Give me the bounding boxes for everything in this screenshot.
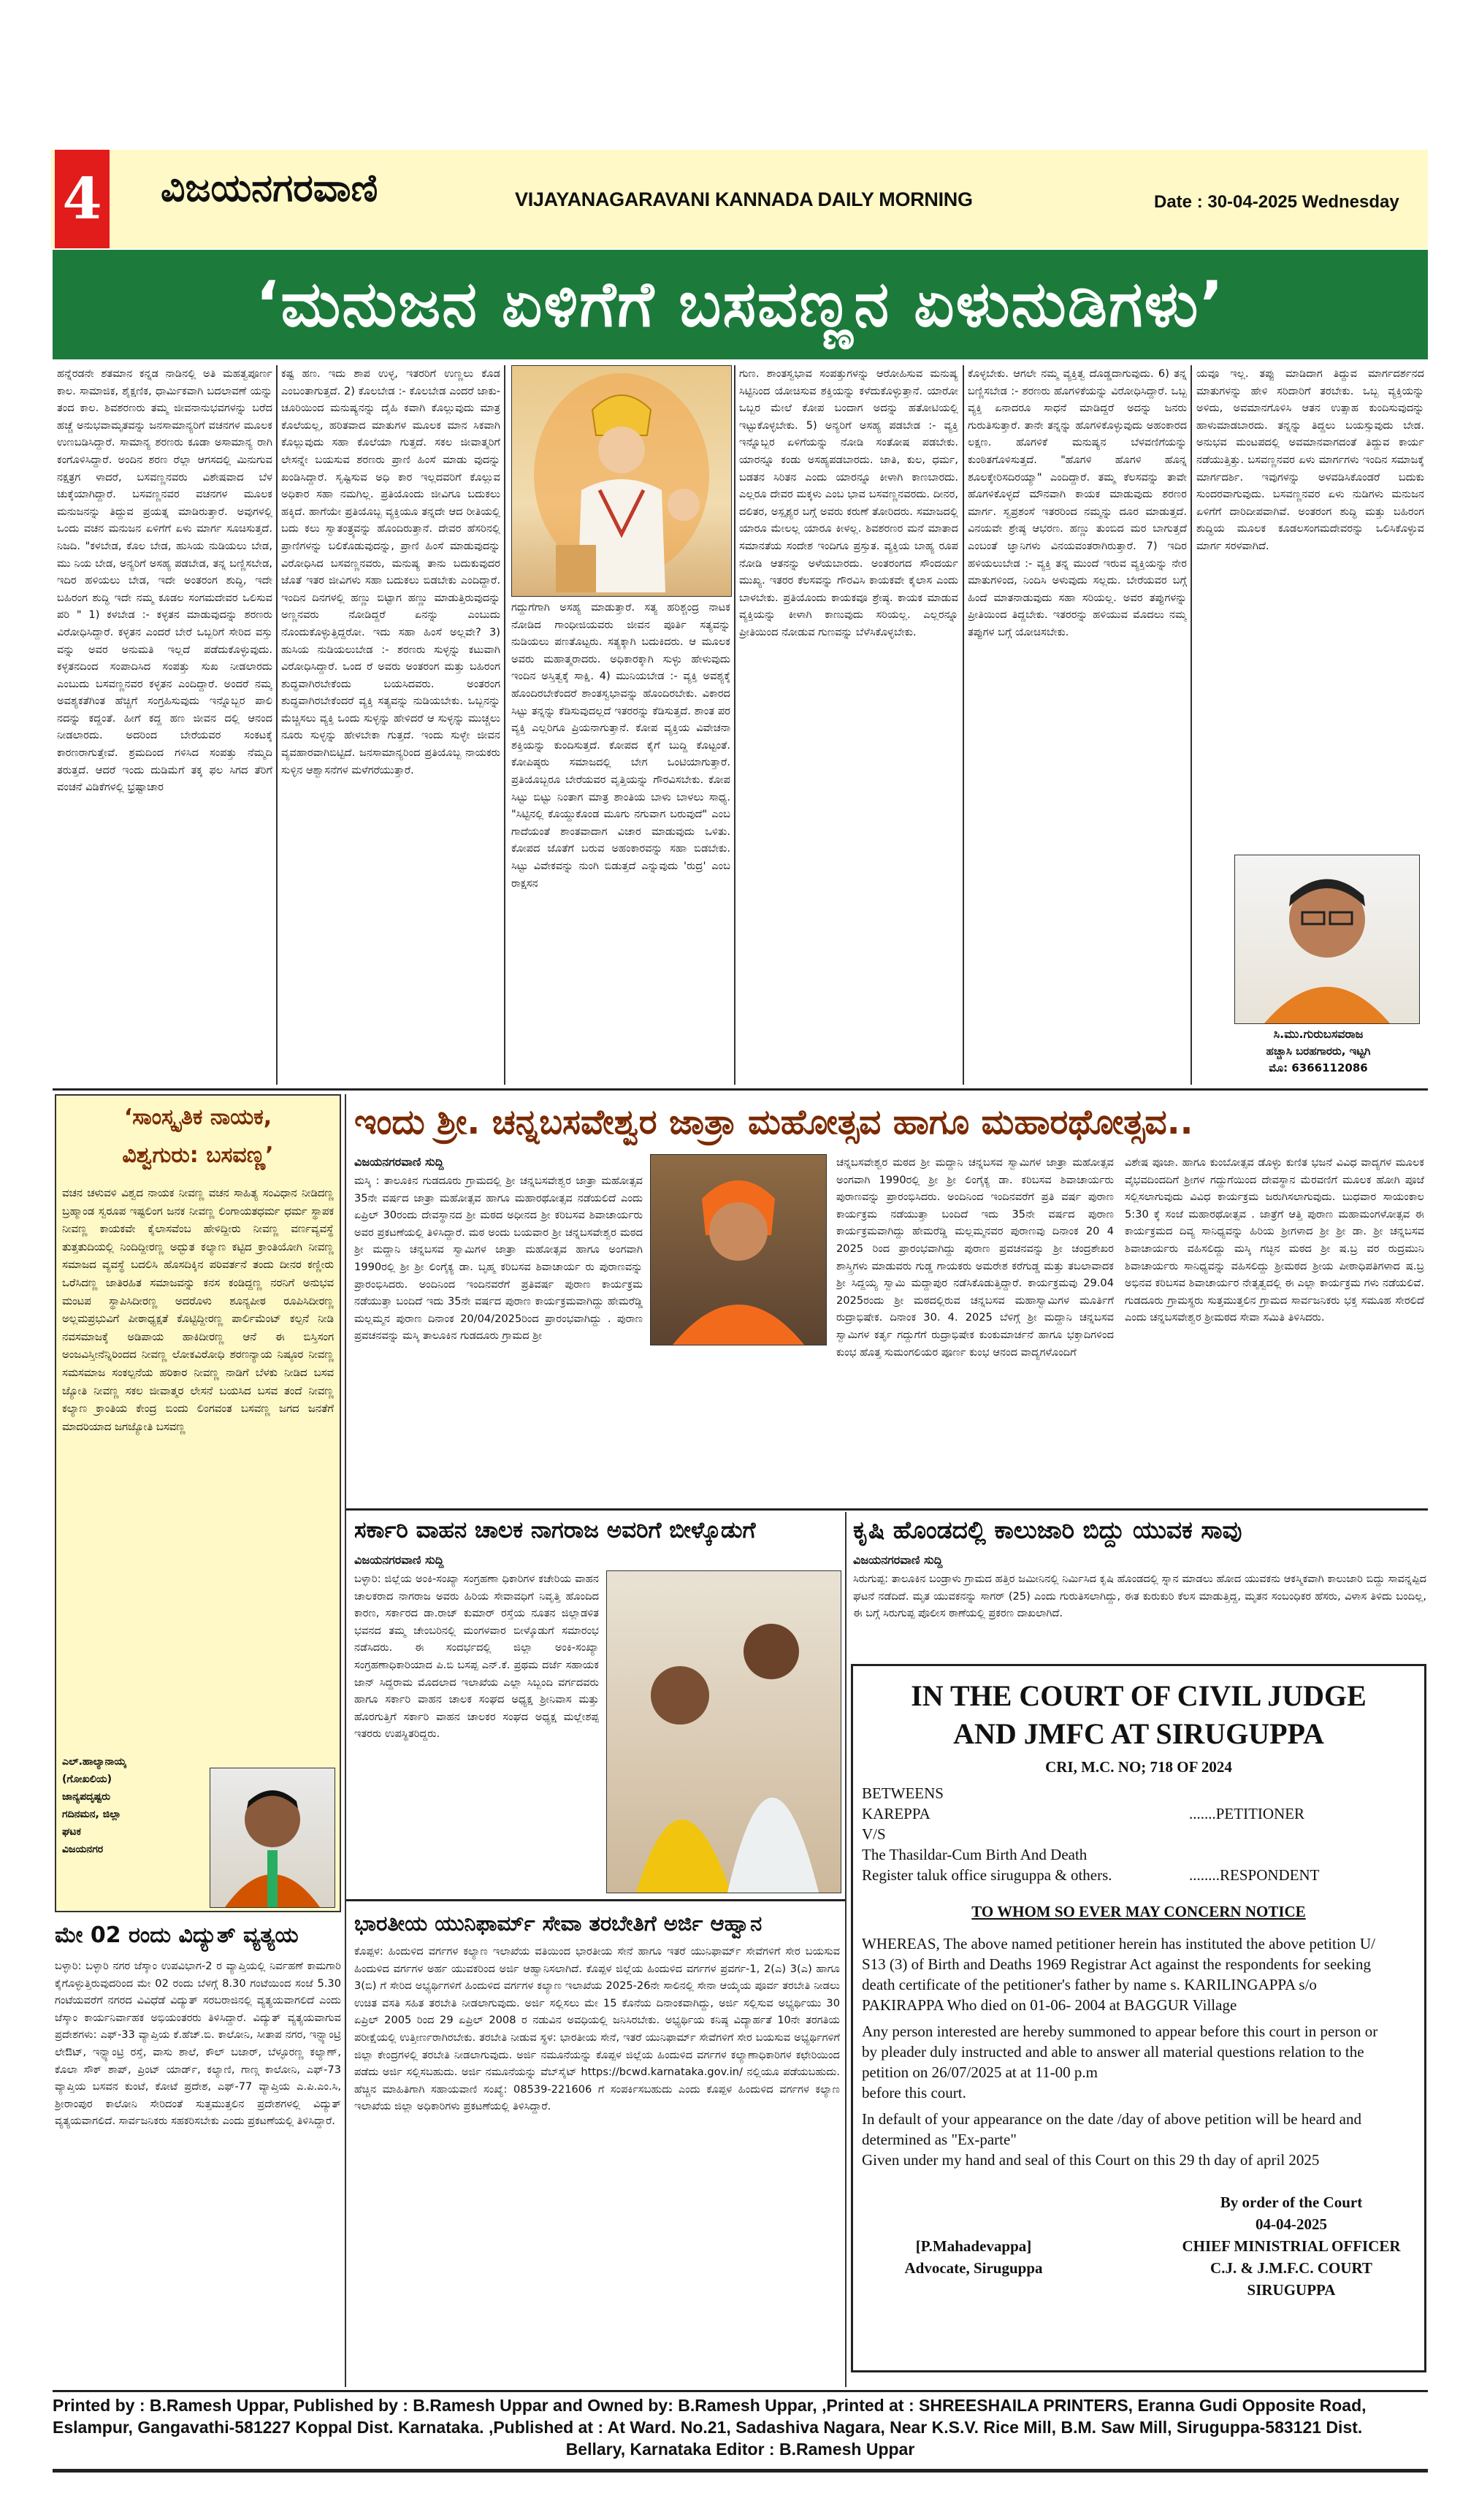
author-name: ಸಿ.ಮು.ಗುರುಬಸವರಾಜ (1273, 1027, 1364, 1041)
court-officer: C.J. & J.M.F.C. COURT (1210, 2259, 1372, 2277)
krishi-body: ಸಿರುಗುಪ್ಪ: ತಾಲೂಕಿನ ಬಂಡ್ರಾಳು ಗ್ರಾಮದ ಹತ್ತಿರ ಜಮೀನಿನಲ್ಲಿ ನಿರ್ಮಿಸಿದ ಕೃಷಿ ಹೊಂಡದಲ್ಲಿ ಸ್ನಾನ ಮಾಡಲು ಹೋದ ಯುವಕನು ಆಕಸ್ಮಿಕವಾಗಿ ಕಾಲುಜಾರಿ ಬಿದ್ದು ಸಾವನ್ನಪ್ಪಿದ ಘಟನೆ ನಡೆದಿದೆ. ಮೃತ ಯುವಕನನ್ನು ಸಾಗರ್ (25) ಎಂದು ಗುರುತಿಸಲಾಗಿದ್ದು, ಈತ ಕುರುಕುರಿ ಕೆಲಸ ಮಾಡುತ್ತಿದ್ದ, ಮೃತನ ಸಂಬಂಧಿಕರ ಹೆಸರು, ವಿಳಾಸ ತಿಳಿದು ಬಂದಿಲ್ಲ, ಈ ಬಗ್ಗೆ ಸಿರುಗುಪ್ಪ ಪೊಲೀಸ ಠಾಣೆಯಲ್ಲಿ ಪ್ರಕರಣ ದಾಖಲಾಗಿದೆ. (853, 1573, 1426, 1620)
poet-name: ಎಲ್.ಹಾಲ್ಯಾನಾಯ್ಕ (62, 1756, 126, 1768)
court-respondent-label: ........RESPONDENT (1189, 1866, 1320, 1884)
court-paragraph-line: before this court. (862, 2084, 966, 2101)
driver-dateline: ವಿಜಯನಗರವಾಣಿ ಸುದ್ದಿ (354, 1553, 444, 1567)
jatra-column-1: ಮಸ್ಕಿ : ತಾಲೂಕಿನ ಗುಡದೂರು ಗ್ರಾಮದಲ್ಲಿ ಶ್ರೀ ಚನ್ನಬಸವೇಶ್ವರ ಜಾತ್ರಾ ಮಹೋತ್ಸವ 35ನೇ ವರ್ಷದ ಜಾತ್ರಾ ಮಹೋತ್ಸವ ಹಾಗೂ ಮಹಾರಥೋತ್ಸವ ನಡೆಯಲಿದೆ ಎಂದು ಏಪ್ರಿಲ್ 30ರಂದು ದೇವಸ್ಥಾನದ ಶ್ರೀ ಮಠದ ಅಧೀನದ ಶ್ರೀ ಕರಿಬಸವ ಶಿವಾಚಾರ್ಯರು ಅವರ ಪ್ರಕಟಣೆಯಲ್ಲಿ ತಿಳಿಸಿದ್ದಾರೆ. ಮಠ ಅಂದು ಬಯವಾರ ಶ್ರೀ ಚನ್ನಬಸವೇಶ್ವರ ಮಠದ ಶ್ರೀ ಮದ್ದಾನಿ ಚನ್ನಬಸವ ಸ್ವಾಮಿಗಳ ಜಾತ್ರಾ ಮಹೋತ್ಸವ ಹಾಗೂ ಅಂಗವಾಗಿ 1990ರಲ್ಲಿ ಶ್ರೀ ಶ್ರೀ ಲಿಂಗೈಕ್ಯ ಡಾ. ಬೃಹ್ಮ ಕರಿಬಸವ ಶಿವಾಚಾರ್ಯ ರು ಪುರಾಣವನ್ನು ಪ್ರಾರಂಭಿಸಿದರು. ಅಂದಿನಿಂದ ಇಂದಿನವರೆಗೆ ಪ್ರತಿವರ್ಷ ಪುರಾಣ ಕಾರ್ಯಕ್ರಮ ನಡೆಯುತ್ತಾ ಬಂದಿದೆ ಇದು 35ನೇ ವರ್ಷದ ಪುರಾಣ ಕಾರ್ಯಕ್ರಮವಾಗಿದ್ದು ಹೇಮರೆಡ್ಡಿ ಮಲ್ಲಮ್ಮನ ಪುರಾಣ ದಿನಾಂಕ 20/04/2025ರಿಂದ ಪ್ರಾರಂಭವಾಗಿದ್ದು . ಪುರಾಣ ಪ್ರವಚನವನ್ನು ಮಸ್ಕಿ ತಾಲೂಕಿನ ಗುಡದೂರು ಗ್ರಾಮದ ಶ್ರೀ (354, 1175, 643, 1343)
section-divider (346, 1508, 1428, 1511)
farewell-photo (606, 1570, 841, 1893)
masthead-kannada-title: ವಿಜಯನಗರವಾಣಿ (161, 167, 378, 210)
section-divider (346, 1899, 845, 1901)
basavanna-figure-icon (512, 366, 731, 596)
imprint (53, 2394, 1428, 2460)
column-rule (734, 365, 735, 1085)
uniform-body: ಕೊಪ್ಪಳ: ಹಿಂದುಳಿದ ವರ್ಗಗಳ ಕಲ್ಯಾಣ ಇಲಾಖೆಯ ವತಿಯಿಂದ ಭಾರತೀಯ ಸೇನೆ ಹಾಗೂ ಇತರೆ ಯುನಿಫಾರ್ಮ್ ಸೇವೆಗಳಿಗೆ ಸೇರ ಬಯಸುವ ಹಿಂದುಳಿದ ವರ್ಗಗಳ ಅರ್ಹ ಯುವಕರಿಂದ ಅರ್ಜಿ ಆಹ್ವಾನಿಸಲಾಗಿದೆ. ಕೊಪ್ಪಳ ಜಿಲ್ಲೆಯ ಹಿಂದುಳಿದ ವರ್ಗಗಳ ಪ್ರವರ್ಗ-1, 2(ಎ) 3(ಎ) ಹಾಗೂ 3(ಬಿ) ಗೆ ಸೇರಿದ ಅಭ್ಯರ್ಥಿಗಳಿಗೆ ಹಿಂದುಳಿದ ವರ್ಗಗಳ ಕಲ್ಯಾಣ ಇಲಾಖೆಯ 2025-26ನೇ ಸಾಲಿನಲ್ಲಿ ಸೇನಾ ಆಯ್ಕೆಯ ಪೂರ್ವ ತರಬೇತಿ ನೀಡಲು ಉಚಿತ ವಸತಿ ಸಹಿತ ತರಬೇತಿ ನೀಡಲಾಗುವುದು. ಅರ್ಜಿ ಸಲ್ಲಿಸಲು ಮೇ 15 ಕೊನೆಯ ದಿನಾಂಕವಾಗಿದ್ದು, ಅರ್ಜಿ ಸಲ್ಲಿಸುವ ಅಭ್ಯರ್ಥಿಯು 30 ಏಪ್ರಿಲ್ 2005 ರಿಂದ 29 ಏಪ್ರಿಲ್ 2008 ರ ನಡುವಿನ ಅವಧಿಯಲ್ಲಿ ಜನಿಸಿರಬೇಕು. ಅಭ್ಯರ್ಥಿಯ ಕನಿಷ್ಠ ವಿದ್ಯಾರ್ಹತೆ 10ನೇ ತರಗತಿಯ ಪರೀಕ್ಷೆಯಲ್ಲಿ ಉತ್ತೀರ್ಣರಾಗಿರಬೇಕು. ತರಬೇತಿ ನೀಡುವ ಸ್ಥಳ: ಭಾರತೀಯ ಸೇನೆ, ಇತರೆ ಯುನಿಫಾರ್ಮ್ ಸೇವೆಗಳಿಗೆ ಸೇರ ಬಯಸುವ ಅಭ್ಯರ್ಥಿಗಳಿಗೆ ಜಿಲ್ಲಾ ಕೇಂದ್ರಗಳಲ್ಲಿ ತರಬೇತಿ ನೀಡಲಾಗುವುದು. ಅರ್ಜಿ ನಮೂನೆಯನ್ನು ಕೊಪ್ಪಳ ಜಿಲ್ಲೆಯ ಹಿಂದುಳಿದ ವರ್ಗಗಳ ಕಲ್ಯಾಣಾಧಿಕಾರಿಗಳ ಕಛೇರಿಯಿಂದ ಪಡೆದು ಅರ್ಜಿ ಸಲ್ಲಿಸಬಹುದು. ಅರ್ಜಿ ನಮೂನೆಯನ್ನು ವೆಬ್‌ಸೈಟ್ https://bcwd.karnataka.gov.in/ ನಲ್ಲಿಯೂ ಪಡೆಯಬಹುದು. ಹೆಚ್ಚಿನ ಮಾಹಿತಿಗಾಗಿ ಸಹಾಯವಾಣಿ ಸಂಖ್ಯೆ: 08539-221606 ಗೆ ಸಂಪರ್ಕಿಸಬಹುದು ಎಂದು ಕೊಪ್ಪಳ ಹಿಂದುಳಿದ ವರ್ಗಗಳ ಕಲ್ಯಾಣ ಇಲಾಖೆಯ ಜಿಲ್ಲಾ ಅಧಿಕಾರಿಗಳು ಪ್ರಕಟಣೆಯಲ್ಲಿ ತಿಳಿಸಿದ್ದಾರೆ. (354, 1945, 840, 2113)
krishi-headline: ಕೃಷಿ ಹೊಂಡದಲ್ಲಿ ಕಾಲುಜಾರಿ ಬಿದ್ದು ಯುವಕ ಸಾವು (853, 1516, 1242, 1544)
column-rule (845, 1512, 846, 2387)
poem-title-line1: ‘ಸಾಂಸ್ಕೃತಿಕ ನಾಯಕ, (123, 1104, 272, 1130)
lead-column-6: ಯವೂ ಇಲ್ಲ. ತಪ್ಪು ಮಾಡಿದಾಗ ತಿದ್ದುವ ಮಾರ್ಗದರ್ಶನದ ಮಾತುಗಳನ್ನು ಹೇಳಿ ಸರಿದಾರಿಗೆ ತರಬೇಕು. ಒಬ್ಬ ವ್ಯಕ್ತಿಯನ್ನು ಅಳಿದು, ಅವಮಾನಗೊಳಿಸಿ ಆತನ ಉತ್ಸಾಹ ಕುಂದಿಸುವುದನ್ನು ಹಾಳುಮಾಡಬಾರದು. ತನ್ನನ್ನು ತಿದ್ದಲು ಬಯಸ್ಸುವುದು ಬೇಡ. ಅನುಭವ ಮಂಟಪದಲ್ಲಿ ಅವಮಾನವಾಗದಂತೆ ತಿದ್ದುವ ಕಾರ್ಯ ನಡೆಯುತ್ತಿತ್ತು. ಬಸವಣ್ಣನವರ ಏಳು ಮಾರ್ಗಗಳು ಇಂದಿನ ಸಮಾಜಕ್ಕೆ ಮಾರ್ಗದರ್ಶಿ. ಇವುಗಳನ್ನು ಅಳವಡಿಸಿಕೊಂಡರೆ ಬದುಕು ಸುಂದರವಾಗುವುದು. ಬಸವಣ್ಣನವರ ಏಳು ನುಡಿಗಳು ಮನುಜನ ಏಳಿಗೆಗೆ ದಾರಿದೀಪವಾಗಿವೆ. ಅಂತರಂಗ ಶುದ್ಧಿ ಮತ್ತು ಬಹಿರಂಗ ಶುದ್ಧಿಯ ಮೂಲಕ ಕೂಡಲಸಂಗಮದೇವರನ್ನು ಒಲಿಸಿಕೊಳ್ಳುವ ಮಾರ್ಗ ಸರಳವಾಗಿದೆ. (1196, 367, 1424, 552)
court-paragraph-line: Any person interested are hereby summoned to appear before this court in person or (862, 2023, 1378, 2040)
court-notice-heading: TO WHOM SO EVER MAY CONCERN NOTICE (971, 1903, 1306, 1920)
power-body: ಬಳ್ಳಾರಿ: ಬಳ್ಳಾರಿ ನಗರ ಜೆಸ್ಕಾಂ ಉಪವಿಭಾಗ-2 ರ ವ್ಯಾಪ್ತಿಯಲ್ಲಿ ನಿರ್ವಹಣೆ ಕಾಮಗಾರಿ ಕೈಗೊಳ್ಳುತ್ತಿರುವುದರಿಂದ ಮೇ 02 ರಂದು ಬೆಳಗ್ಗೆ 8.30 ಗಂಟೆಯಿಂದ ಸಂಜೆ 5.30 ಗಂಟೆಯವರೆಗೆ ನಗರದ ವಿವಿಧೆಡೆ ವಿದ್ಯುತ್ ಸರಬರಾಜಿನಲ್ಲಿ ವ್ಯತ್ಯಯವಾಗಲಿದೆ ಎಂದು ಜೆಸ್ಕಾಂ ಕಾರ್ಯನಿರ್ವಾಹಕ ಅಭಿಯಂತರರು ತಿಳಿಸಿದ್ದಾರೆ. ವಿದ್ಯುತ್ ವ್ಯತ್ಯಯವಾಗುವ ಪ್ರದೇಶಗಳು: ಎಫ್-33 ವ್ಯಾಪ್ತಿಯ ಕೆ.ಹೆಚ್.ಬಿ. ಕಾಲೋನಿ, ಸೀತಾಪ ನಗರ, ಇನ್ಫ್ಯಾಂಟ್ರಿ ಲೇಔಟ್, ಇನ್ಫ್ಯಾಂಟ್ರಿ ರಸ್ತೆ, ವಾಸು ಶಾಲೆ, ಕೌಲ್ ಬಜಾರ್, ಬೆಳ್ಳೂರಣ್ಣ ಕಲ್ಯಾಣ್, ಕೊಲಾ ಸೌಕ್ ಶಾಪ್, ಪ್ರಿಂಟ್ ಯಾರ್ಡ್, ಕಲ್ಯಾಣಿ, ಗಾಣ್ಗ ಕಾಲೋನಿ, ಎಫ್-73 ವ್ಯಾಪ್ತಿಯ ಬಸವನ ಕುಂಟೆ, ಕೋಟೆ ಪ್ರದೇಶ, ಎಫ್-77 ವ್ಯಾಪ್ತಿಯ ಎ.ಪಿ.ಎಂ.ಸಿ, ಶ್ರೀರಾಂಪುರ ಕಾಲೋನಿ ಸೇರಿದಂತೆ ಸುತ್ತಮುತ್ತಲಿನ ಪ್ರದೇಶಗಳಲ್ಲಿ ವಿದ್ಯುತ್ ವ್ಯತ್ಯಯವಾಗಲಿದೆ. ಸಾರ್ವಜನಿಕರು ಸಹಕರಿಸಬೇಕು ಎಂದು ಪ್ರಕಟಣೆಯಲ್ಲಿ ತಿಳಿಸಿದ್ದಾರೆ. (55, 1960, 341, 2128)
jatra-column-3: ವಿಶೇಷ ಪೂಜಾ. ಹಾಗೂ ಕುಂಬೋತ್ಸವ ಡೊಳ್ಳು ಕುಣಿತ ಭಜನೆ ವಿವಿಧ ವಾದ್ಯಗಳ ಮೂಲಕ ವೈಭವದಿಂದದಿಗೆ ಶ್ರೀಗಳ ಗದ್ದುಗೆಯಿಂದ ದೇವಸ್ಥಾನ ಮೆರವಣಿಗೆ ಮೂಲಕ ಹೋಗಿ ಪೂಜೆ ಸಲ್ಲಿಸಲಾಗುವುದು ವಿವಿಧ ಕಾರ್ಯಕ್ರಮ ಜರುಗಿಸಲಾಗುವುದು. ಬುಧವಾರ ಸಾಯಂಕಾಲ 5:30 ಕ್ಕೆ ಸಂಜೆ ಮಹಾರಥೋತ್ಸವ . ಜಾತ್ರೆಗೆ ಆತ್ತಿ ಪುರಾಣ ಮಹಾಮಂಗಳೋತ್ಸವ ಈ ಕಾರ್ಯಕ್ರಮದ ದಿವ್ಯ ಸಾನಿಧ್ಯವನ್ನು ಹಿರಿಯ ಶ್ರೀಗಳಾದ ಶ್ರೀ ಶ್ರೀ ಡಾ. ಶ್ರೀ ಚನ್ನಬಸವ ಶಿವಾಚಾರ್ಯರು ವಹಿಸಲಿದ್ದು ಮಸ್ಕಿ ಗಚ್ಛಿನ ಮಠದ ಶ್ರೀ ಷ.ಬ್ರ ವರ ರುದ್ರಮುನಿ ಶಿವಾಚಾರ್ಯರು ಸಾನಿಧ್ಯವನ್ನು ವಹಿಸಲಿದ್ದು ಶ್ರೀಮಠದ ಶ್ರೀಯ ಪೀಠಾಧಿಪತಿಗಳಾದ ಷ.ಬ್ರ ಅಭಿನವ ಕರಿಬಸವ ಶಿವಾಚಾರ್ಯರ ನೇತೃತ್ವದಲ್ಲಿ ಈ ಎಲ್ಲಾ ಕಾರ್ಯಕ್ರಮ ಗಳು ನಡೆಯಲಿವೆ. ಗುಡದೂರು ಗ್ರಾಮಸ್ಥರು ಸುತ್ತಮುತ್ತಲಿನ ಗ್ರಾಮದ ಸಾರ್ವಜನಿಕರು ಭಕ್ತ ಸಮೂಹ ಸೇರಲಿದೆ ಎಂದು ಚನ್ನಬಸವೇಶ್ವರ ಶ್ರೀಮಠದ ಸೇವಾ ಸಮಿತಿ ತಿಳಿಸಿದರು. (1125, 1156, 1424, 1324)
poem-body: ವಚನ ಚಳುವಳಿ ವಿಶ್ವದ ನಾಯಕ ನೀವಣ್ಣ ವಚನ ಸಾಹಿತ್ಯ ಸಂವಿಧಾನ ನೀಡಿದಣ್ಣ ಬ್ರಹ್ಮಾಂಡ ಸ್ವರೂಪ ಇಷ್ಟಲಿಂಗ ಜನಕ ನೀವಣ್ಣ ಲಿಂಗಾಯತಧರ್ಮ ಧರ್ಮ ಸ್ಥಾಪಕ ನೀವಣ್ಣ ಕಾಯಕವೇ ಕೈಲಾಸವೆಂಬ ಹೇಳಿದ್ದೀರು ನೀವಣ್ಣ ವರ್ಣವ್ಯವಸ್ಥೆ ತುತ್ತತುದಿಯಲ್ಲಿ ನಿಂದಿದ್ದೀರಣ್ಣ ಅದ್ಭುತ ಕಲ್ಯಾಣ ಕಟ್ಟಿದ ಕ್ರಾಂತಿಯೋಗಿ ನೀವಣ್ಣ ಸಮಾಜದ ವ್ಯವಸ್ಥೆ ಬದಲಿಸಿ ಹೊಸದಿಕ್ಕಿನ ಪರಿವರ್ತನೆ ತಂದು ದೀನರ ಕಣ್ಣೀರು ಒರೆಸಿದಣ್ಣ ಜಾತಿರಹಿತ ಸಮಾಜವನ್ನು ಕನಸ ಕಂಡಿದ್ದಣ್ಣ ನರನಿಗೆ ಅನುಭವ ಮಂಟಪ ಸ್ಥಾಪಿಸಿದೀರಣ್ಣ ಅದರೊಳು ಶೂನ್ಯಪೀಠ ರೂಪಿಸಿದೀರಣ್ಣ ಅಲ್ಲಮಪ್ರಭುವಿಗೆ ಪೀಠಾಧ್ಯಕ್ಷತೆ ಕೊಟ್ಟಿದ್ದೀರಣ್ಣ ಪಾರ್ಲಿಮೆಂಟ್ ಕಲ್ಪನೆ ನೀಡಿ ನವಸಮಾಜಕ್ಕೆ ಅಡಿಪಾಯ ಹಾಕಿದೀರಣ್ಣ ಆನೆ ಈ ಬಿಸ್ತಿಸಂಗ ಅಂಜವಿಸ್ತೀನೆನ್ನಿರಿಂದದ ನೀವಣ್ಣ ಲೋಕವಿರೋಧಿ ಶರಣನ್ಯಾಯ ನಿಷ್ಠೂರ ನೀವಣ್ಣ ಸಮಸಮಾಜ ಸಂಕಲ್ಪನೆಯ ಹರಿಕಾರ ನೀವಣ್ಣ ನಾಡಿಗೆ ಬೆಳಕು ನೀಡಿದ ಬಸವ ಜ್ಯೋತಿ ನೀವಣ್ಣ ಸಕಲ ಜೀವಾತ್ಮರ ಲೇಸನೆ ಬಯಸಿದ ಬಸವ ತಂದೆ ನೀವಣ್ಣ ಕಲ್ಯಾಣ ಕ್ರಾಂತಿಯ ಕೇಂದ್ರ ಬಿಂದು ಲಿಂಗವಂತ ಬಸವಣ್ಣ ಜಗದ ಜನತೆಗೆ ಮಾದರಿಯಾದ ಜಗಜ್ಯೋತಿ ಬಸವಣ್ಣ (62, 1187, 334, 1433)
krishi-dateline: ವಿಜಯನಗರವಾಣಿ ಸುದ್ದಿ (853, 1553, 943, 1567)
court-betweens: BETWEENS (862, 1784, 944, 1802)
court-paragraph-line: WHEREAS, The above named petitioner herein has instituted the above petition U/ (862, 1935, 1375, 1952)
author-phone: ಮೊ: 6366112086 (1269, 1061, 1368, 1074)
column-rule (345, 1094, 346, 2387)
court-title-line1: IN THE COURT OF CIVIL JUDGE (911, 1679, 1367, 1712)
section-divider (53, 1088, 1428, 1091)
court-paragraph-line: by pleader duly instructed and able to answer all material questions relation to the (862, 2043, 1364, 2061)
column-rule (276, 365, 278, 1085)
author-photo (1234, 855, 1420, 1024)
basavanna-illustration (511, 365, 732, 597)
swamiji-photo (650, 1154, 827, 1345)
court-officer: SIRUGUPPA (1247, 2281, 1336, 2299)
driver-headline: ಸರ್ಕಾರಿ ವಾಹನ ಚಾಲಕ ನಾಗರಾಜ ಅವರಿಗೆ ಬೀಳ್ಕೊಡುಗೆ (354, 1517, 756, 1543)
court-notice (851, 1664, 1426, 2372)
person-icon (1235, 855, 1419, 1023)
lead-column-3: ಗದ್ದುಗೆಗಾಗಿ ಅಸಹ್ಯ ಮಾಡುತ್ತಾರೆ. ಸತ್ಯ ಹರಿಶ್ಚಂದ್ರ ನಾಟಕ ನೋಡಿದ ಗಾಂಧೀಜಿಯವರು ಜೀವನ ಪೂರ್ತಿ ಸತ್ಯವನ್ನು ನುಡಿಯಲು ಪಣತೊಟ್ಟರು. ಸತ್ಯಕ್ಕಾಗಿ ಬದುಕಿದರು. ಆ ಮೂಲಕ ಅವರು ಮಹಾತ್ಮರಾದರು. ಅಧಿಕಾರಕ್ಕಾಗಿ ಸುಳ್ಳು ಹೇಳುವುದು ಇಂದಿನ ಅಸ್ತಿತ್ವಕ್ಕೆ ಸಾಕ್ಷಿ. 4) ಮುನಿಯಬೇಡ :- ವ್ಯಕ್ತಿ ಅವಶ್ಯಕ್ಕೆ ಹೊಂದಿರಬೇಕೆಂದರೆ ಶಾಂತಸ್ವಭಾವನ್ನು ಹೊಂದಿರಬೇಕು. ವಿಕಾರದ ಸಿಟ್ಟು ತನ್ನನ್ನು ಕೆಡಿಸುವುದಲ್ಲದೆ ಇತರರನ್ನು ಕೆಡಿಸುತ್ತದೆ. ಶಾಂತ ಪರ ವ್ಯಕ್ತಿ ಎಲ್ಲರಿಗೂ ಪ್ರಿಯನಾಗುತ್ತಾನೆ. ಕೋಪ ವ್ಯಕ್ತಿಯ ವಿವೇಚನಾ ಶಕ್ತಿಯನ್ನು ಕುಂದಿಸುತ್ತದೆ. ಕೋಪದ ಕೈಗೆ ಬುದ್ದಿ ಕೊಟ್ಟಂತೆ. ಕೋಪಿಷ್ಠರು ಸಮಾಜದಲ್ಲಿ ಬೇಗ ಒಂಟಿಯಾಗುತ್ತಾರೆ. ಪ್ರತಿಯೊಬ್ಬರೂ ಬೇರೆಯವರ ವೃತ್ತಿಯನ್ನು ಗೌರವಿಸಬೇಕು. ಕೋಪ ಸಿಟ್ಟು ಬಿಟ್ಟು ನಿಂತಾಗ ಮಾತ್ರ ಶಾಂತಿಯ ಬಾಳು ಬಾಳಲು ಸಾಧ್ಯ. "ಸಿಟ್ಟಿನಲ್ಲಿ ಕೊಯ್ದುಕೊಂಡ ಮೂಗು ನಗುವಾಗ ಬರುವುದೆ" ಎಂಬ ಗಾದೆಯಂತೆ ಶಾಂತವಾದಾಗ ವಿಚಾರ ಮಾಡುವುದು ಒಳಿತು. ಕೋಪದ ಜೊತೆಗೆ ಬರುವ ಅಹಂಕಾರವನ್ನು ಸಹಾ ಬಿಡಬೇಕು. ಸಿಟ್ಟು ವಿವೇಕವನ್ನು ನುಂಗಿ ಬಿಡುತ್ತದೆ ಎನ್ನುವುದು 'ರುದ್ರ' ಎಂಬ ರಾಕ್ಷಸನ (511, 601, 730, 890)
court-petitioner-label: .......PETITIONER (1189, 1805, 1305, 1822)
imprint-line: Eslampur, Gangavathi-581227 Koppal Dist. Karnataka. ,Published at : At Ward. No.21, Sadashiva Nagara, Near K.S.V. Rice Mill, B.M. Saw Mill, Siruguppa-583121 Dist. (53, 2418, 1363, 2437)
court-respondent-name: The Thasildar-Cum Birth And Death (862, 1846, 1088, 1863)
court-officer: CHIEF MINISTRIAL OFFICER (1182, 2237, 1401, 2255)
imprint-line: Bellary, Karnataka Editor : B.Ramesh Uppar (565, 2440, 915, 2459)
court-title-line2: AND JMFC AT SIRUGUPPA (953, 1717, 1324, 1750)
author-designation: ಹಚ್ಚಾಸಿ ಬರಹಗಾರರು, ಇಟ್ಟಗಿ (1266, 1045, 1371, 1058)
column-rule (1191, 365, 1192, 1085)
poet-detail: ಘಟಕ (62, 1826, 81, 1838)
footer-rule (53, 2469, 1428, 2473)
power-headline: ಮೇ 02 ರಂದು ವಿದ್ಯುತ್ ವ್ಯತ್ಯಯ (55, 1923, 299, 1948)
poet-details (62, 1753, 201, 1858)
people-icon (607, 1571, 841, 1893)
footer-rule (53, 2390, 1428, 2392)
poet-photo (210, 1768, 335, 1908)
court-order-date: 04-04-2025 (1256, 2215, 1327, 2233)
poem-title-line2: ವಿಶ್ವಗುರು: ಬಸವಣ್ಣ’ (122, 1142, 274, 1168)
advocate-title: Advocate, Siruguppa (904, 2259, 1043, 2277)
column-rule (963, 365, 964, 1085)
poet-detail: ಗದಿನಮನ, ಜಿಲ್ಲಾ (62, 1809, 121, 1820)
imprint-line: Printed by : B.Ramesh Uppar, Published by : B.Ramesh Uppar and Owned by: B.Ramesh Uppar, ,Printed at : SHREESHAILA PRINTERS, Eranna Gudi Opposite Road, (53, 2396, 1367, 2415)
court-order-by: By order of the Court (1220, 2193, 1363, 2211)
column-rule (504, 365, 505, 1085)
jatra-dateline: ವಿಜಯನಗರವಾಣಿ ಸುದ್ದಿ (354, 1155, 444, 1169)
lead-column-2: ಕಷ್ಟ ಹಣ. ಇದು ಶಾಪ ಉಳ್ಳ, ಇತರರಿಗೆ ಉಣ್ಣಲು ಕೊಡ ಎಂಬಂತಾಗುತ್ತದೆ. 2) ಕೊಲಬೇಡ :- ಕೊಲಬೇಡ ಎಂದರೆ ಜಾಕು-ಚೂರಿಯಿಂದ ಮನುಷ್ಯನನ್ನು ದೈಹಿ ಕವಾಗಿ ಕೊಲ್ಲುವುದು ಮಾತ್ರ ಕೊಲೆಯಲ್ಲ, ಹರಿತವಾದ ಮಾತುಗಳ ಮೂಲಕ ಮಾನ ಸಿಕವಾಗಿ ಕೊಲ್ಲುವುದು ಸಹಾ ಕೊಲೆಯಾ ಗುತ್ತದೆ. ಸಕಲ ಜೀವಾತ್ಮರಿಗೆ ಲೇಸನ್ನೇ ಬಯಸುವ ಶರಣರು ಪ್ರಾಣಿ ಹಿಂಸೆ ಮಾಡು ವುದನ್ನು ಖಂಡಿಸಿದ್ದಾರೆ. ಸೃಷ್ಟಿಸುವ ಅಧಿ ಕಾರ ಇಲ್ಲದವರಿಗೆ ಕೊಲ್ಲುವ ಅಧಿಕಾರ ಸಹಾ ನಮಗಿಲ್ಲ. ಪ್ರತಿಯೊಂದು ಜೀವಿಗೂ ಬದುಕಲು ಹಕ್ಕಿದೆ. ಹಾಗೆಯೇ ಪ್ರತಿಯೊಬ್ಬ ವ್ಯಕ್ತಿಯೂ ತನ್ನದೇ ಆದ ರೀತಿಯಲ್ಲಿ ಬದು ಕಲು ಸ್ವಾತಂತ್ರ್ಯವನ್ನು ಹೊಂದಿರುತ್ತಾನೆ. ದೇವರ ಹೆಸರಿನಲ್ಲಿ ಪ್ರಾಣಿಗಳನ್ನು ಬಲಿಕೊಡುವುದನ್ನು, ಪ್ರಾಣಿ ಹಿಂಸೆ ಮಾಡುವುದನ್ನು ವಿರೋಧಿಸಿದ ಬಸವಣ್ಣನವರು, ಮನುಷ್ಯ ತಾನು ಬದುಕುವುದರ ಜೊತೆ ಇತರ ಜೀವಿಗಳು ಸಹಾ ಬದುಕಲು ಬಿಡಬೇಕು ಎಂದಿದ್ದಾರೆ. ಇಂದಿನ ದಿನಗಳಲ್ಲಿ ಹಣ್ಣು ಬಿಟ್ಟಾಗ ಹಣ್ಣು ಮಾಡುತ್ತಿರುವುದನ್ನು ಅಣ್ಣನವರು ನೋಡಿದ್ದರೆ ಏನನ್ನು ಎಂಬುದು ನೊಂದುಕೊಳ್ಳುತ್ತಿದ್ದರೋ. ಇದು ಸಹಾ ಹಿಂಸೆ ಅಲ್ಲವೇ? 3) ಹುಸಿಯ ನುಡಿಯಲುಬೇಡ :- ಶರಣರು ಸುಳ್ಳನ್ನು ಕಟುವಾಗಿ ವಿರೋಧಿಸಿದ್ದಾರೆ. ಒಂದ ರೆ ಅವರು ಅಂತರಂಗ ಮತ್ತು ಬಹಿರಂಗ ಶುದ್ಧವಾಗಿರಬೇಕೆಂದು ಬಯಸಿದವರು. ಅಂತರಂಗ ಶುದ್ಧವಾಗಿರಬೇಕೆಂದರೆ ವ್ಯಕ್ತಿ ಸತ್ಯವನ್ನು ನುಡಿಯಬೇಕು. ಒಬ್ಬನನ್ನು ಮೆಚ್ಚಿಸಲು ವ್ಯಕ್ತಿ ಒಂದು ಸುಳ್ಳನ್ನು ಹೇಳಿದರೆ ಆ ಸುಳ್ಳನ್ನು ಮುಚ್ಚಲು ನೂರು ಸುಳ್ಳನ್ನು ಹೇಳಬೇಕಾ ಗುತ್ತದೆ. ಇಂದು ಸುಳ್ಳೇ ಜೀವನ ವ್ಯವಹಾರವಾಗಿಬಿಟ್ಟಿದೆ. ಜನಸಾಮಾನ್ಯರಿಂದ ಪ್ರತಿಯೊಬ್ಬ ನಾಯಕರು ಸುಳ್ಳಿನ ಆಶ್ವಾಸನೆಗಳ ಮಳೆಗರೆಯುತ್ತಾರೆ. (281, 367, 500, 776)
court-case-number: CRI, M.C. NO; 718 OF 2024 (1045, 1758, 1232, 1776)
lead-column-1: ಹನ್ನೆರಡನೇ ಶತಮಾನ ಕನ್ನಡ ನಾಡಿನಲ್ಲಿ ಅತಿ ಮಹತ್ವಪೂರ್ಣ ಕಾಲ. ಸಾಮಾಜಿಕ, ಶೈಕ್ಷಣಿಕ, ಧಾರ್ಮಿಕವಾಗಿ ಬದಲಾವಣೆ ಯನ್ನು ತಂದ ಕಾಲ. ಶಿವಶರಣರು ತಮ್ಮ ಜೀವನಾನುಭವಗಳನ್ನು ಬರೆದ ಹಚ್ಚೆ ಅನುಭವಾಮೃತವನ್ನು ಜನಸಾಮಾನ್ಯರಿಗೆ ವಚನಗಳ ಮೂಲಕ ಉಣಬಡಿಸಿದ್ದಾರೆ. ಸಾಮಾನ್ಯ ಶರಣರು ಕೂಡಾ ಅಸಾಮಾನ್ಯ ರಾಗಿ ಕಂಗೊಳಿಸಿದ್ದಾರೆ. ಅಂದಿನ ಶರಣ ರೆಲ್ಲಾ ಆಗಸದಲ್ಲಿ ಮಿನುಗುವ ನಕ್ಷತ್ರಗ ಳಾದರೆ, ಬಸವಣ್ಣನವರು ವಿಶೇಷವಾದ ಬೆಳ ಚುಕ್ಕೆಯಾಗಿದ್ದಾರೆ. ಬಸವಣ್ಣನವರ ವಚನಗಳ ಮೂಲಕ ಮನುಜನನ್ನು ತಿದ್ದುವ ಪ್ರಯತ್ನ ಮಾಡಿರುತ್ತಾರೆ. ಅವುಗಳಲ್ಲಿ ಒಂದು ವಚನ ಮನುಜನ ಏಳಿಗೆಗೆ ಏಳು ಮಾರ್ಗ ಸೂಚಿಸುತ್ತದೆ. ನಿಜದಿ. "ಕಳಬೇಡ, ಕೊಲ ಬೇಡ, ಹುಸಿಯ ನುಡಿಯಲು ಬೇಡ, ಮು ನಿಯ ಬೇಡ, ಅನ್ಯರಿಗೆ ಅಸಹ್ಯ ಪಡಬೇಡ, ತನ್ನ ಬಣ್ಣಿಸಬೇಡ, ಇದಿರ ಹಳಿಯಲು ಬೇಡ, ಇದೇ ಅಂತರಂಗ ಶುದ್ಧಿ, ಇದೇ ಬಹಿರಂಗ ಶುದ್ಧಿ ಇದೇ ನಮ್ಮ ಕೂಡಲ ಸಂಗಮದೇವರ ಒಲಿಸುವ ಪರಿ " 1) ಕಳಬೇಡ :- ಕಳ್ಳತನ ಮಾಡುವುದನ್ನು ಶರಣರು ವಿರೋಧಿಸಿದ್ದಾರೆ. ಕಳ್ಳತನ ಎಂದರೆ ಬೇರೆ ಒಬ್ಬರಿಗೆ ಸೇರಿದ ವಸ್ತು ವನ್ನು ಅವರ ಅನುಮತಿ ಇಲ್ಲದೆ ಪಡೆದುಕೊಳ್ಳುವುದು. ಕಳ್ಳತನದಿಂದ ಸಂಪಾದಿಸಿದ ಸಂಪತ್ತು ಸುಖ ನೀಡಲಾರದು ಎಂಬುದು ಬಸವಣ್ಣನವರ ಕಳ್ಳತನ ಎಂದಿದ್ದಾರೆ. ಅಂದರೆ ನಮ್ಮ ಅವಶ್ಯಕತೆಗಿಂತ ಹೆಚ್ಚಿಗೆ ಸಂಗ್ರಹಿಸುವುದು ಇನ್ನೊಬ್ಬರ ಪಾಲಿ ನದನ್ನು ಕದ್ದಂತೆ. ಹೀಗೆ ಕದ್ದ ಹಣ ಜೀವನ ದಲ್ಲಿ ಆನಂದ ನೀಡಲಾರದು. ಅದರಿಂದ ಬೇರೆಯವರ ಸಂಕಟಕ್ಕೆ ಕಾರಣರಾಗುತ್ತೇವೆ. ಶ್ರಮದಿಂದ ಗಳಿಸಿದ ಸಂಪತ್ತು ನೆಮ್ಮದಿ ತರುತ್ತದೆ. ಆದರೆ ಇಂದು ದುಡಿಮೆಗೆ ತಕ್ಕ ಫಲ ಸಿಗದ ತೆರಿಗೆ ವಂಚನೆ ವಿಡಿಕೆಗಳಲ್ಲಿ ಭ್ರಷ್ಟಾಚಾರ (57, 367, 272, 794)
court-respondent-name: Register taluk office siruguppa & others. (862, 1866, 1112, 1884)
poet-detail: ವಿಜಯನಗರ (62, 1844, 104, 1855)
driver-body: ಬಳ್ಳಾರಿ: ಜಿಲ್ಲೆಯ ಅಂಕಿ-ಸಂಖ್ಯಾ ಸಂಗ್ರಹಣಾ ಧಿಕಾರಿಗಳ ಕಚೇರಿಯ ವಾಹನ ಚಾಲಕರಾದ ನಾಗರಾಜ ಅವರು ಹಿರಿಯ ಸೇವಾವಧಿಗೆ ನಿವೃತ್ತಿ ಹೊಂದಿದ ಕಾರಣ, ಸರ್ಕಾರದ ಡಾ.ರಾಜ್ ಕುಮಾರ್ ರಸ್ತೆಯ ನೂತನ ಜಿಲ್ಲಾಡಳಿತ ಭವನದ ತಮ್ಮ ಚೇಂಬರಿನಲ್ಲಿ ಮಂಗಳವಾರ ಬೀಳ್ಕೊಡುಗೆ ಸಮಾರಂಭ ನಡೆಸಿದರು. ಈ ಸಂದರ್ಭದಲ್ಲಿ ಜಿಲ್ಲಾ ಅಂಕಿ-ಸಂಖ್ಯಾ ಸಂಗ್ರಹಣಾಧಿಕಾರಿಯಾದ ಪಿ.ಬಿ ಬಸಪ್ಪ ಎನ್.ಕೆ. ಪ್ರಥಮ ದರ್ಜೆ ಸಹಾಯಕ ಜಾನ್ ಸಿದ್ದರಾಮ ಮೊದಲಾದ ಇಲಾಖೆಯ ಎಲ್ಲಾ ಸಿಬ್ಬಂದಿ ವರ್ಗದವರು ಹಾಗೂ ಸರ್ಕಾರಿ ವಾಹನ ಚಾಲಕ ಸಂಘದ ಅಧ್ಯಕ್ಷ ಶ್ರೀನಿವಾಸ ಮತ್ತು ಹೊರಗುತ್ತಿಗೆ ಸರ್ಕಾರಿ ವಾಹನ ಚಾಲಕರ ಸಂಘದ ಅಧ್ಯಕ್ಷ ಮಲ್ಲೇಶಪ್ಪ ಇತರರು ಉಪಸ್ಥಿತರಿದ್ದರು. (354, 1573, 599, 1741)
page-number: 4 (55, 150, 110, 248)
uniform-headline: ಭಾರತೀಯ ಯುನಿಫಾರ್ಮ್ ಸೇವಾ ತರಬೇತಿಗೆ ಅರ್ಜಿ ಆಹ್ವಾನ (354, 1911, 763, 1936)
court-paragraph-line: Given under my hand and seal of this Court on this 29 th day of april 2025 (862, 2151, 1320, 2169)
masthead-english-title: VIJAYANAGARAVANI KANNADA DAILY MORNING (515, 188, 973, 210)
court-paragraph-line: determined as "Ex-parte" (862, 2131, 1017, 2148)
court-petitioner-name: KAREPPA (862, 1805, 930, 1822)
court-paragraph-line: In default of your appearance on the date /day of above petition will be heard and (862, 2110, 1361, 2128)
jatra-column-2: ಚನ್ನಬಸವೇಶ್ವರ ಮಠದ ಶ್ರೀ ಮದ್ದಾನಿ ಚನ್ನಬಸವ ಸ್ವಾಮಿಗಳ ಜಾತ್ರಾ ಮಹೋತ್ಸವ ಅಂಗವಾಗಿ 1990ರಲ್ಲಿ ಶ್ರೀ ಶ್ರೀ ಲಿಂಗೈಕ್ಯ ಡಾ. ಕರಿಬಸವ ಶಿವಾಚಾರ್ಯರು ಪುರಾಣವನ್ನು ಪ್ರಾರಂಭಿಸಿದರು. ಅಂದಿನಿಂದ ಇಂದಿನವರೆಗೆ ಪ್ರತಿ ವರ್ಷ ಪುರಾಣ ಕಾರ್ಯಕ್ರಮ ನಡೆಯುತ್ತಾ ಬಂದಿದೆ ಇದು 35ನೇ ವರ್ಷದ ಪುರಾಣ ಕಾರ್ಯಕ್ರಮವಾಗಿದ್ದು ಹೇಮರೆಡ್ಡಿ ಮಲ್ಲಮ್ಮನವರ ಪುರಾಣವು ದಿನಾಂಕ 20 4 2025 ರಿಂದ ಪ್ರಾರಂಭವಾಗಿದ್ದು ಪುರಾಣ ಪ್ರವಚನವನ್ನು ಶ್ರೀ ಚಂದ್ರಶೇಖರ ಶಾಸ್ತ್ರಿಗಳು ಮಾಡುವರು ಗುಡ್ಡ ಗಾಯಕರು ಅಮರೇಶ ಕರೆಗುಡ್ಡ ಮತ್ತು ತಬಲಾವಾದಕ ಶ್ರೀ ಸಿದ್ದಯ್ಯ ಸ್ವಾಮಿ ಮದ್ದಾಪುರ ನಡೆಸಿಕೊಡುತ್ತಿದ್ದಾರೆ. ಕಾರ್ಯಕ್ರಮವು 29.04 2025ರಂದು ಶ್ರೀ ಮಠದಲ್ಲಿರುವ ಚನ್ನಬಸವ ಮಹಾಸ್ವಾಮಿಗಳ ಮೂರ್ತಿಗೆ ರುದ್ರಾಭಿಷೇಕ. ದಿನಾಂಕ 30. 4. 2025 ಬೆಳಿಗ್ಗೆ ಶ್ರೀ ಮದ್ದಾನಿ ಚನ್ನಬಸವ ಸ್ವಾಮಿಗಳ ಕರ್ತೃ ಗದ್ದುಗೆಗೆ ರುದ್ರಾಭಿಷೇಕ ಕುಂಕುಮಾರ್ಚನೆ ಹಾಗೂ ಭಕ್ತಾದಿಗಳಿಂದ ಕುಂಭ ಹೊತ್ತ ಸುಮಂಗಲಿಯರ ಪೂರ್ಣ ಕುಂಭ ಆನಂದ ವಾದ್ಯಗಳೊಂದಿಗೆ (836, 1156, 1114, 1359)
court-paragraph-line: death certificate of the petitioner's father by name s. KARILINGAPPA s/o (862, 1976, 1317, 1993)
advocate-name: [P.Mahadevappa] (915, 2237, 1032, 2255)
person-icon (651, 1155, 826, 1345)
jatra-headline: ಇಂದು ಶ್ರೀ. ಚನ್ನಬಸವೇಶ್ವರ ಜಾತ್ರಾ ಮಹೋತ್ಸವ ಹಾಗೂ ಮಹಾರಥೋತ್ಸವ.. (354, 1102, 1193, 1142)
masthead-date: Date : 30-04-2025 Wednesday (1154, 192, 1399, 212)
poet-detail: (ಗೋಖಲಿಯ) (62, 1773, 112, 1785)
lead-column-5: ಕೊಳ್ಳಬೇಕು. ಆಗಲೇ ನಮ್ಮ ವ್ಯಕ್ತಿತ್ವ ದೊಡ್ಡದಾಗುವುದು. 6) ತನ್ನ ಬಣ್ಣಿಸಬೇಡ :- ಶರಣರು ಹೊಗಳಿಕೆಯನ್ನು ವಿರೋಧಿಸಿದ್ದಾರೆ. ಒಬ್ಬ ವ್ಯಕ್ತಿ ಏನಾದರೂ ಸಾಧನೆ ಮಾಡಿದ್ದರೆ ಅದನ್ನು ಜನರು ಗುರುತಿಸುತ್ತಾರೆ. ತಾನೇ ತನ್ನನ್ನು ಹೊಗಳಿಕೊಳ್ಳುವುದು ಅಹಂಕಾರದ ಲಕ್ಷಣ. ಹೊಗಳಿಕೆ ಮನುಷ್ಯನ ಬೆಳವಣಿಗೆಯನ್ನು ಕುಂಠಿತಗೊಳಿಸುತ್ತದೆ. "ಹೊಗಳಿ ಹೊಗಳಿ ಹೊನ್ನ ಶೂಲಕ್ಕೇರಿಸದಿರಯ್ಯಾ" ಎಂದಿದ್ದಾರೆ. ತಮ್ಮ ಕೆಲಸವನ್ನು ತಾವೇ ಹೊಗಳಿಕೊಳ್ಳದೆ ಮೌನವಾಗಿ ಕಾಯಕ ಮಾಡುವುದು ಶರಣರ ಮಾರ್ಗ. ಸ್ವಪ್ರಶಂಸೆ ಇತರರಿಂದ ನಮ್ಮನ್ನು ದೂರ ಮಾಡುತ್ತದೆ. ವಿನಯವೇ ಶ್ರೇಷ್ಠ ಆಭರಣ. ಹಣ್ಣು ತುಂಬಿದ ಮರ ಬಾಗುತ್ತದೆ ಎಂಬಂತೆ ಜ್ಞಾನಿಗಳು ವಿನಯವಂತರಾಗಿರುತ್ತಾರೆ. 7) ಇದಿರ ಹಳಿಯಲುಬೇಡ :- ವ್ಯಕ್ತಿ ತನ್ನ ಮುಂದೆ ಇರುವ ವ್ಯಕ್ತಿಯನ್ನು ನೇರ ಮಾತುಗಳಿಂದ, ನಿಂದಿಸಿ ಅಳುವುದು ಸಲ್ಲದು. ಬೇರೆಯವರ ಬಗ್ಗೆ ಹಿಂದೆ ಮಾತನಾಡುವುದು ಸಹಾ ಸರಿಯಲ್ಲ. ಅವರ ತಪ್ಪುಗಳನ್ನು ಪ್ರೀತಿಯಿಂದ ತಿದ್ದಬೇಕು. ಇತರರನ್ನು ಹಳಿಯುವ ಮೊದಲು ನಮ್ಮ ತಪ್ಪುಗಳ ಬಗ್ಗೆ ಯೋಚಿಸಬೇಕು. (968, 367, 1187, 638)
court-paragraph-line: S13 (3) of Birth and Deaths 1969 Registrar Act against the respondents for seeking (862, 1955, 1371, 1973)
court-paragraph-line: PAKIRAPPA Who died on 01-06- 2004 at BAGGUR Village (862, 1996, 1237, 2014)
poet-detail: ಜಾನ್ಯಪದೃಷ್ಟರು (62, 1791, 111, 1803)
court-paragraph-line: petition on 26/07/2025 at at 11-00 p.m (862, 2063, 1098, 2081)
poem-box (55, 1094, 341, 1912)
lead-headline: ‘ಮನುಜನ ಏಳಿಗೆಗೆ ಬಸವಣ್ಣನ ಏಳುನುಡಿಗಳು’ (53, 250, 1428, 359)
court-vs: V/S (862, 1825, 886, 1843)
person-icon (210, 1768, 335, 1907)
lead-column-4: ಗುಣ. ಶಾಂತಸ್ವಭಾವ ಸಂಪತ್ತುಗಳನ್ನು ಆರೋಹಿಸುವ ಮನುಷ್ಯ ಸಿಟ್ಟಿನಿಂದ ಯೋಚಿಸುವ ಶಕ್ತಿಯನ್ನು ಕಳೆದುಕೊಳ್ಳುತ್ತಾನೆ. ಯಾರೋ ಒಬ್ಬರ ಮೇಲೆ ಕೋಪ ಬಂದಾಗ ಅದನ್ನು ಹತೋಟಿಯಲ್ಲಿ ಇಟ್ಟುಕೊಳ್ಳಬೇಕು. 5) ಅನ್ಯರಿಗೆ ಅಸಹ್ಯ ಪಡಬೇಡ :- ವ್ಯಕ್ತಿ ಇನ್ನೊಬ್ಬರ ಏಳಿಗೆಯನ್ನು ನೋಡಿ ಸಂತೋಷ ಪಡಬೇಕು. ಯಾರನ್ನೂ ಕಂಡು ಅಸಹ್ಯಪಡಬಾರದು. ಜಾತಿ, ಕುಲ, ಧರ್ಮ, ಬಡತನ ಸಿರಿತನ ಎಂದು ಯಾರನ್ನೂ ಕೀಳಾಗಿ ಕಾಣಬಾರದು. ಎಲ್ಲರೂ ದೇವರ ಮಕ್ಕಳು ಎಂಬ ಭಾವ ಬಸವಣ್ಣನವರದು. ದೀನರ, ದಲಿತರ, ಅಸ್ಪೃಶ್ಯರ ಬಗ್ಗೆ ಅವರು ಕರುಣೆ ತೋರಿದರು. ಸಮಾಜದಲ್ಲಿ ಯಾರೂ ಮೇಲಲ್ಲ ಯಾರೂ ಕೀಳಲ್ಲ. ಶಿವಶರಣರ ಮನೆ ಮಾತಾದ ಸಮಾನತೆಯ ಸಂದೇಶ ಇಂದಿಗೂ ಪ್ರಸ್ತುತ. ವ್ಯಕ್ತಿಯ ಬಾಹ್ಯ ರೂಪ ನೋಡಿ ಆತನನ್ನು ಅಳೆಯಬಾರದು. ಅಂತರಂಗದ ಸೌಂದರ್ಯ ಮುಖ್ಯ. ಇತರರ ಕೆಲಸವನ್ನು ಗೌರವಿಸಿ ಕಾಯಕವೇ ಕೈಲಾಸ ಎಂದು ಬಾಳಬೇಕು. ಪ್ರತಿಯೊಂದು ಕಾಯಕವೂ ಶ್ರೇಷ್ಠ. ಕಾಯಕ ಮಾಡುವ ವ್ಯಕ್ತಿಯನ್ನು ಕೀಳಾಗಿ ಕಾಣುವುದು ಸರಿಯಲ್ಲ. ಎಲ್ಲರನ್ನೂ ಪ್ರೀತಿಯಿಂದ ನೋಡುವ ಗುಣವನ್ನು ಬೆಳೆಸಿಕೊಳ್ಳಬೇಕು. (739, 367, 958, 638)
